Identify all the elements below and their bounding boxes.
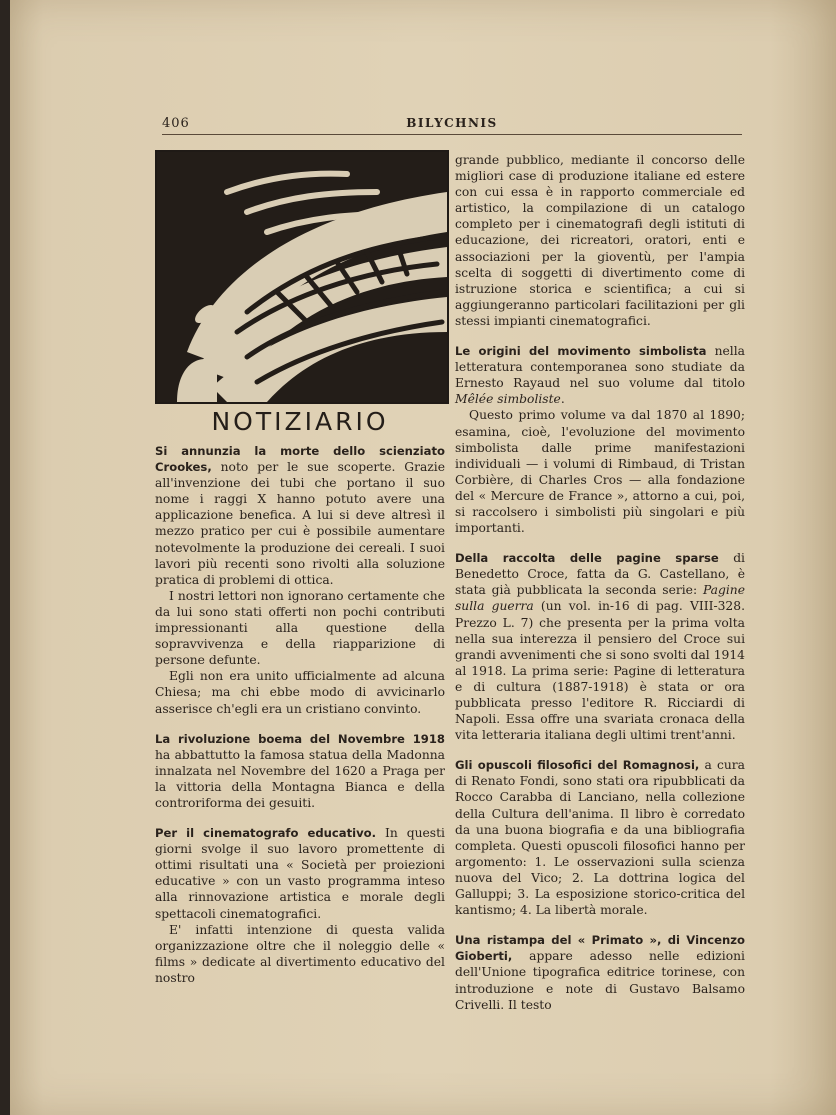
paragraph: Egli non era unito ufficialmente ad alcuna Chiesa; ma chi ebbe modo di avvicinarlo asserisce ch'egli era un cristiano convinto. (155, 669, 445, 716)
paragraph: Questo primo volume va dal 1870 al 1890; esamina, cioè, l'evoluzione del movimento simbolista dalle prime manifestazioni individuali — i volumi di Rimbaud, di Tristan Corbière, di Charles Cros — alla fondazione del « Mercure de France », attorno a cui, poi, si raccolsero i simbolisti più singolari e più importanti. (455, 408, 745, 536)
news-croce (455, 550, 745, 743)
paragraph: E' infatti intenzione di questa valida organizzazione oltre che il noleggio delle « films » dedicate al divertimento educativo del nostro (155, 922, 445, 985)
book-title: Pagine sulla guerra (455, 583, 745, 614)
news-simbolista (455, 343, 745, 407)
left-column (155, 443, 445, 986)
news-text: noto per le sue scoperte. Grazie all'invenzione dei tubi che portano il suo nome i raggi X hanno potuto avere una applicazione benefica. A lui si deve altresì il mezzo pratico per cui è possibile aumentare notevolmente la produzione dei cereali. I suoi lavori più recenti sono rivolti alla soluzione pratica di problemi di ottica. (155, 460, 445, 587)
news-text: a cura di Renato Fondi, sono stati ora ripubblicati da Rocco Carabba di Lanciano, nella collezione della Cultura dell'anima. Il libro è corredato da una buona biografia e da una bibliografia completa. Questi opuscoli filosofici hanno per argomento: 1. Le osservazioni sulla scienza nuova del Vico; 2. La dottrina logica del Galluppi; 3. La esposizione storico-critica del kantismo; 4. La libertà morale. (455, 758, 745, 918)
page-number: 406 (162, 116, 190, 131)
woodcut-illustration (155, 150, 449, 404)
running-head (162, 112, 742, 135)
news-crookes (155, 443, 445, 588)
news-text: appare adesso nelle edizioni dell'Unione tipografica editrice torinese, con introduzione e note di Gustavo Balsamo Crivelli. Il testo (455, 949, 745, 1012)
news-cinematografo (155, 825, 445, 922)
news-text: In questi giorni svolge il suo lavoro promettente di ottimi risultati una « Società per proiezioni educative » con un vasto programma inteso alla rinnovazione artistica e morale degli spettacoli cinematografici. (155, 826, 445, 921)
news-lead: La rivoluzione boema del Novembre 1918 (155, 731, 445, 746)
news-text: di Benedetto Croce, fatta da G. Castellano, è stata già pubblicata la seconda serie: (455, 551, 745, 598)
paragraph-continuation: grande pubblico, mediante il concorso delle migliori case di produzione italiane ed estere con cui essa è in rapporto commerciale ed artistico, la compilazione di un catalogo completo per i cinematografi degli istituti di educazione, dei ricreatori, oratori, enti e associazioni per la gioventù, per l'ampia scelta di soggetti di divertimento come di istruzione storica e scientifica; a cui si aggiungeranno particolari facilitazioni per gli stessi impianti cinematografici. (455, 153, 745, 328)
book-title: Mêlée simboliste (455, 392, 561, 407)
news-lead: Della raccolta delle pagine sparse (455, 551, 719, 566)
news-boema (155, 731, 445, 811)
right-column (455, 152, 745, 1013)
journal-title: BILYCHNIS (406, 116, 498, 130)
news-text: (un vol. in-16 di pag. VIII-328. Prezzo L. 7) che presenta per la prima volta nella sua interezza il pensiero del Croce sui grandi avvenimenti che si sono svolti dal 1914 al 1918. La prima serie: Pagine di letteratura e di cultura (1887-1918) è stata or ora pubblicata presso l'editore R. Ricciardi di Napoli. Essa offre una svariata cronaca della vita letteraria italiana degli ultimi trent'anni. (455, 599, 745, 743)
news-romagnosi (455, 757, 745, 918)
paragraph: I nostri lettori non ignorano certamente che da lui sono stati offerti non pochi contributi impressionanti alla questione della sopravvivenza e della riapparizione di persone defunte. (155, 588, 445, 668)
news-lead: Una ristampa del « Primato », di Vincenzo Gioberti, (455, 933, 745, 964)
news-lead: Si annunzia la morte dello scienziato Crookes, (155, 444, 445, 475)
news-lead: Le origini del movimento simbolista (455, 344, 707, 359)
news-lead: Per il cinematografo educativo. (155, 826, 377, 841)
woodcut-wing-icon (157, 152, 447, 402)
book-page (10, 0, 836, 1115)
news-gioberti (455, 932, 745, 1012)
news-text: . (560, 392, 565, 407)
news-text: ha abbattutto la famosa statua della Madonna innalzata nel Novembre del 1620 a Praga per la vittoria della Montagna Bianca e della controriforma dei gesuiti. (155, 747, 445, 810)
news-lead: Gli opuscoli filosofici del Romagnosi, (455, 758, 700, 773)
section-title: NOTIZIARIO (211, 407, 389, 436)
news-text: nella letteratura contemporanea sono studiate da Ernesto Rayaud nel suo volume dal titolo (455, 344, 745, 391)
